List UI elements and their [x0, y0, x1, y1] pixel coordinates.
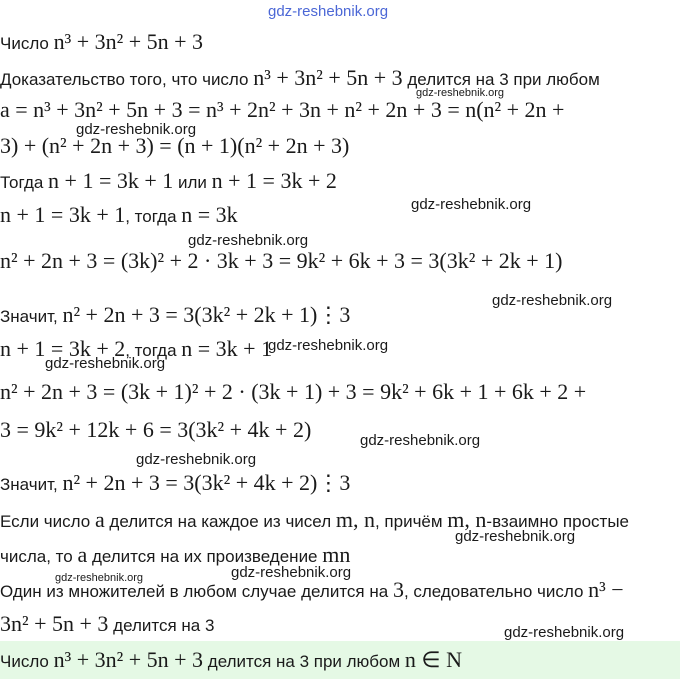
- line-cases: Тогда n + 1 = 3k + 1 или n + 1 = 3k + 2: [0, 168, 337, 193]
- line-proof-intro: Доказательство того, что число n³ + 3n² + 5n + 3 делится на 3 при любом: [0, 65, 600, 90]
- line-case-2-result: Значит, n² + 2n + 3 = 3(3k² + 4k + 2)⋮3: [0, 470, 351, 495]
- watermark: gdz-reshebnik.org: [504, 624, 625, 641]
- watermark-top: gdz-reshebnik.org: [268, 3, 389, 20]
- line-one-factor-cont: 3n² + 5n + 3 делится на 3: [0, 611, 215, 636]
- line-factorization: a = n³ + 3n² + 5n + 3 = n³ + 2n² + 3n + n² + 2n + 3 = n(n² + 2n +: [0, 97, 565, 122]
- line-case-1-calc: n² + 2n + 3 = (3k)² + 2 · 3k + 3 = 9k² + 6k + 3 = 3(3k² + 2k + 1): [0, 248, 563, 273]
- line-case-2: n + 1 = 3k + 2, тогда n = 3k + 1: [0, 336, 273, 361]
- line-factorization-cont: 3) + (n² + 2n + 3) = (n + 1)(n² + 2n + 3): [0, 133, 350, 158]
- line-number-expression: Число n³ + 3n² + 5n + 3: [0, 29, 204, 54]
- line-coprime-rule: Если число a делится на каждое из чисел m, n, причём m, n-взаимно простые: [0, 507, 629, 532]
- watermark: gdz-reshebnik.org: [55, 572, 144, 584]
- watermark: gdz-reshebnik.org: [231, 564, 352, 581]
- watermark: gdz-reshebnik.org: [268, 337, 389, 354]
- line-case-1-result: Значит, n² + 2n + 3 = 3(3k² + 2k + 1)⋮3: [0, 302, 351, 327]
- line-conclusion: Число n³ + 3n² + 5n + 3 делится на 3 при любом n ∈ N: [0, 647, 462, 672]
- line-case-1: n + 1 = 3k + 1, тогда n = 3k: [0, 202, 238, 227]
- line-case-2-calc: n² + 2n + 3 = (3k + 1)² + 2 · (3k + 1) + 3 = 9k² + 6k + 1 + 6k + 2 +: [0, 379, 587, 404]
- watermark: gdz-reshebnik.org: [76, 121, 197, 138]
- line-coprime-rule-cont: числа, то a делится на их произведение mn: [0, 542, 351, 567]
- line-case-2-calc-cont: 3 = 9k² + 12k + 6 = 3(3k² + 4k + 2): [0, 417, 312, 442]
- watermark: gdz-reshebnik.org: [492, 292, 613, 309]
- watermark: gdz-reshebnik.org: [188, 232, 309, 249]
- watermark: gdz-reshebnik.org: [416, 87, 505, 99]
- watermark: gdz-reshebnik.org: [455, 528, 576, 545]
- watermark: gdz-reshebnik.org: [45, 355, 166, 372]
- watermark: gdz-reshebnik.org: [136, 451, 257, 468]
- watermark: gdz-reshebnik.org: [411, 196, 532, 213]
- line-one-factor: Один из множителей в любом случае делится на 3, следовательно число n³ −: [0, 577, 624, 602]
- watermark: gdz-reshebnik.org: [360, 432, 481, 449]
